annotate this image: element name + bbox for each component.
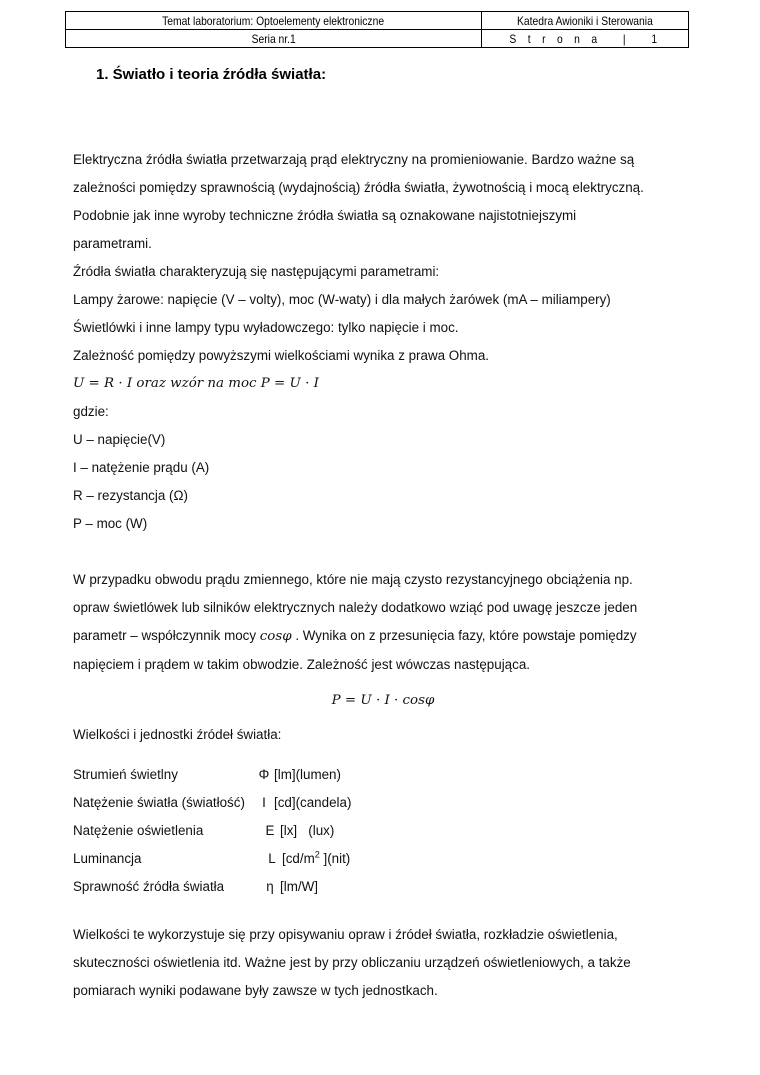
where-label: gdzie: xyxy=(73,404,109,419)
spacer xyxy=(73,901,693,921)
quantity-row xyxy=(73,845,693,873)
document-body xyxy=(73,146,693,1005)
quantity-unit: [lm/W] xyxy=(280,879,318,894)
power-factor-symbol: cosφ xyxy=(259,629,292,644)
paragraph-line: pomiarach wyniki podawane były zawsze w tych jednostkach. xyxy=(73,983,438,998)
unit-text: [cd/m xyxy=(282,851,315,866)
paragraph-line: Podobnie jak inne wyroby techniczne źródła światła są oznakowane najistotniejszymi xyxy=(73,208,577,223)
text-span: parametr – współczynnik mocy xyxy=(73,628,260,643)
quantity-unit: [cd](candela) xyxy=(274,795,352,810)
text-span: . Wynika on z przesunięcia fazy, które powstaje pomiędzy xyxy=(291,628,637,643)
quantity-row xyxy=(73,817,693,845)
paragraph-line xyxy=(73,622,693,651)
header-page-number: S t r o n a | 1 xyxy=(508,31,662,46)
quantity-symbol: I xyxy=(262,795,266,810)
quantity-unit xyxy=(280,845,350,873)
quantity-unit: [lx] (lux) xyxy=(280,823,335,838)
paragraph-line: Źródła światła charakteryzują się następującymi parametrami: xyxy=(73,264,440,279)
paragraph-line: W przypadku obwodu prądu zmiennego, które nie mają czysto rezystancyjnego obciążenia np. xyxy=(73,572,633,587)
quantity-unit: [lm](lumen) xyxy=(274,767,341,782)
ohm-formula: U = R · I oraz wzór na moc P = U · I xyxy=(73,376,319,391)
paragraph-line: zależności pomiędzy sprawnością (wydajnością) źródła światła, żywotnością i mocą elektryczną. xyxy=(73,180,644,195)
header-topic-cell xyxy=(66,12,482,30)
ac-power-formula: P = U · I · cosφ xyxy=(331,693,435,708)
header-topic: Temat laboratorium: Optoelementy elektroniczne xyxy=(162,13,385,28)
unit-text: ](nit) xyxy=(319,851,351,866)
quantity-name: Strumień świetlny xyxy=(73,767,178,782)
definition-power: P – moc (W) xyxy=(73,516,148,531)
quantity-row xyxy=(73,873,693,901)
quantity-symbol: L xyxy=(268,851,276,866)
quantity-symbol: E xyxy=(265,823,275,838)
quantity-row xyxy=(73,761,693,789)
unit-exponent: 2 xyxy=(314,849,320,860)
header-department-cell xyxy=(482,12,689,30)
paragraph-line: Lampy żarowe: napięcie (V – volty), moc (W-waty) i dla małych żarówek (mA – miliampery) xyxy=(73,292,611,307)
paragraph-line: Zależność pomiędzy powyższymi wielkościami wynika z prawa Ohma. xyxy=(73,348,489,363)
section-title: 1. Światło i teoria źródła światła: xyxy=(96,66,327,83)
quantity-symbol: Φ xyxy=(258,767,270,782)
header-series-cell xyxy=(66,30,482,48)
quantity-row xyxy=(73,789,693,817)
definition-resistance: R – rezystancja (Ω) xyxy=(73,488,188,503)
paragraph-line: Elektryczna źródła światła przetwarzają prąd elektryczny na promieniowanie. Bardzo ważne są xyxy=(73,152,635,167)
paragraph-line: opraw świetlówek lub silników elektrycznych należy dodatkowo wziąć pod uwagę jeszcze jeden xyxy=(73,600,638,615)
paragraph-line: napięciem i prądem w takim obwodzie. Zależność jest wówczas następująca. xyxy=(73,657,530,672)
quantity-name: Natężenie światła (światłość) xyxy=(73,795,245,810)
units-intro: Wielkości i jednostki źródeł światła: xyxy=(73,727,282,742)
quantity-name: Natężenie oświetlenia xyxy=(73,823,204,838)
header-series: Seria nr.1 xyxy=(251,31,296,46)
spacer xyxy=(73,749,693,761)
quantity-name: Luminancja xyxy=(73,851,142,866)
paragraph-line: Świetlówki i inne lampy typu wyładowczego: tylko napięcie i moc. xyxy=(73,320,459,335)
quantity-name: Sprawność źródła światła xyxy=(73,879,225,894)
header-department: Katedra Awioniki i Sterowania xyxy=(517,13,653,28)
header-page-cell xyxy=(482,30,689,48)
paragraph-line: Wielkości te wykorzystuje się przy opisywaniu opraw i źródeł światła, rozkładzie oświetlenia, xyxy=(73,927,618,942)
spacer xyxy=(73,538,693,566)
paragraph-line: parametrami. xyxy=(73,236,152,251)
quantity-symbol: η xyxy=(266,879,274,894)
definition-current: I – natężenie prądu (A) xyxy=(73,460,210,475)
definition-voltage: U – napięcie(V) xyxy=(73,432,166,447)
page-header-table xyxy=(65,11,689,48)
paragraph-line: skuteczności oświetlenia itd. Ważne jest by przy obliczaniu urządzeń oświetleniowych, a także xyxy=(73,955,631,970)
